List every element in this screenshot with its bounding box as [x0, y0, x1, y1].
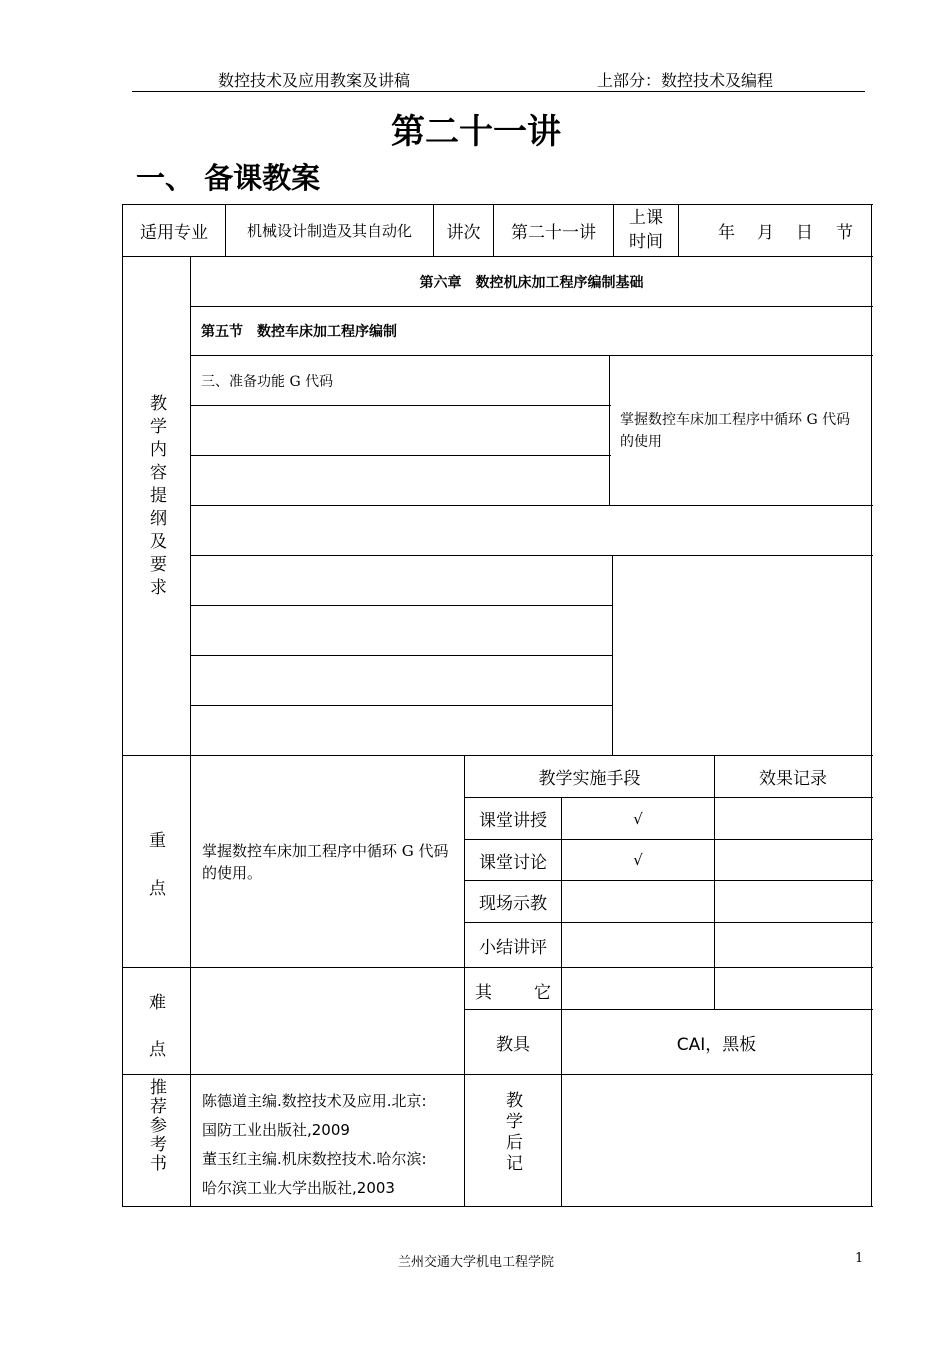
method-mark: √: [633, 851, 643, 869]
divider: [190, 555, 873, 556]
header-left: 数控技术及应用教案及讲稿: [218, 71, 411, 90]
method-name: 小结讲评: [479, 937, 547, 958]
footer-school: 兰州交通大学机电工程学院: [397, 1255, 554, 1270]
divider: [190, 655, 613, 656]
header-right: 上部分：数控技术及编程: [597, 71, 774, 90]
date-period: 节: [836, 223, 853, 243]
reference-line: 国防工业出版社,2009: [202, 1121, 350, 1139]
method-name: 课堂讲授: [479, 811, 547, 831]
section-heading-cell: 第五节 数控车床加工程序编制: [201, 324, 397, 340]
difficulty-label-2: 点: [149, 1040, 166, 1060]
date-year: 年: [718, 223, 735, 243]
major-value: 机械设计制造及其自动化: [246, 222, 412, 240]
key-points-label-2: 点: [149, 879, 166, 899]
reference-line: 陈德道主编.数控技术及应用.北京:: [202, 1092, 427, 1110]
tools-label: 教具: [496, 1034, 530, 1055]
references-label: 推荐参考书: [146, 1078, 166, 1173]
table-border-left: [122, 204, 123, 1207]
divider: [190, 405, 611, 406]
page-title: 第二十一讲: [391, 112, 561, 152]
table-border-bottom: [122, 1206, 873, 1207]
method-name: 课堂讨论: [479, 852, 547, 873]
divider: [122, 967, 873, 968]
class-time-label: [614, 206, 678, 254]
content-item-1: 三、准备功能 G 代码: [201, 373, 334, 390]
divider: [190, 705, 613, 706]
reference-line: 董玉红主编.机床数控技术.哈尔滨:: [202, 1150, 427, 1168]
other-label-2: 它: [534, 983, 551, 1003]
session-value: 第二十一讲: [511, 223, 596, 243]
divider: [190, 256, 191, 1207]
content-requirement: 掌握数控车床加工程序中循环 G 代码的使用: [620, 412, 851, 450]
effect-header: 效果记录: [759, 769, 827, 789]
divider: [190, 455, 611, 456]
content-side-label: 教学内容提纲及要求: [146, 394, 166, 601]
key-points-label-1: 重: [149, 831, 166, 851]
divider: [190, 505, 873, 506]
method-mark: √: [633, 809, 643, 828]
class-time-label-line1: 上课: [629, 208, 663, 228]
references-list: [202, 1087, 462, 1203]
tools-value: CAI，黑板: [676, 1034, 757, 1055]
other-label-1: 其: [475, 983, 492, 1003]
method-mark: [562, 881, 714, 922]
chapter-heading: 第六章 数控机床加工程序编制基础: [419, 274, 644, 291]
divider: [609, 355, 610, 506]
method-mark: [562, 923, 714, 967]
divider: [678, 204, 679, 256]
session-label: 讲次: [446, 223, 481, 243]
reference-line: 哈尔滨工业大学出版社,2003: [202, 1179, 395, 1197]
key-points-text: 掌握数控车床加工程序中循环 G 代码的使用。: [202, 842, 449, 882]
header-rule: [132, 91, 865, 92]
methods-header: 教学实施手段: [538, 769, 641, 789]
major-label: 适用专业: [140, 223, 208, 243]
date-month: 月: [757, 223, 774, 243]
divider: [612, 555, 613, 756]
method-name: 现场示教: [479, 894, 547, 914]
date-day: 日: [796, 223, 813, 243]
difficulty-label-1: 难: [149, 993, 166, 1013]
page-number: 1: [855, 1251, 864, 1266]
section-heading: 一、 备课教案: [136, 161, 321, 195]
teaching-notes-label: 教学后记: [502, 1091, 522, 1175]
divider: [122, 1074, 873, 1075]
class-time-label-line2: 时间: [629, 232, 663, 252]
divider: [190, 605, 613, 606]
